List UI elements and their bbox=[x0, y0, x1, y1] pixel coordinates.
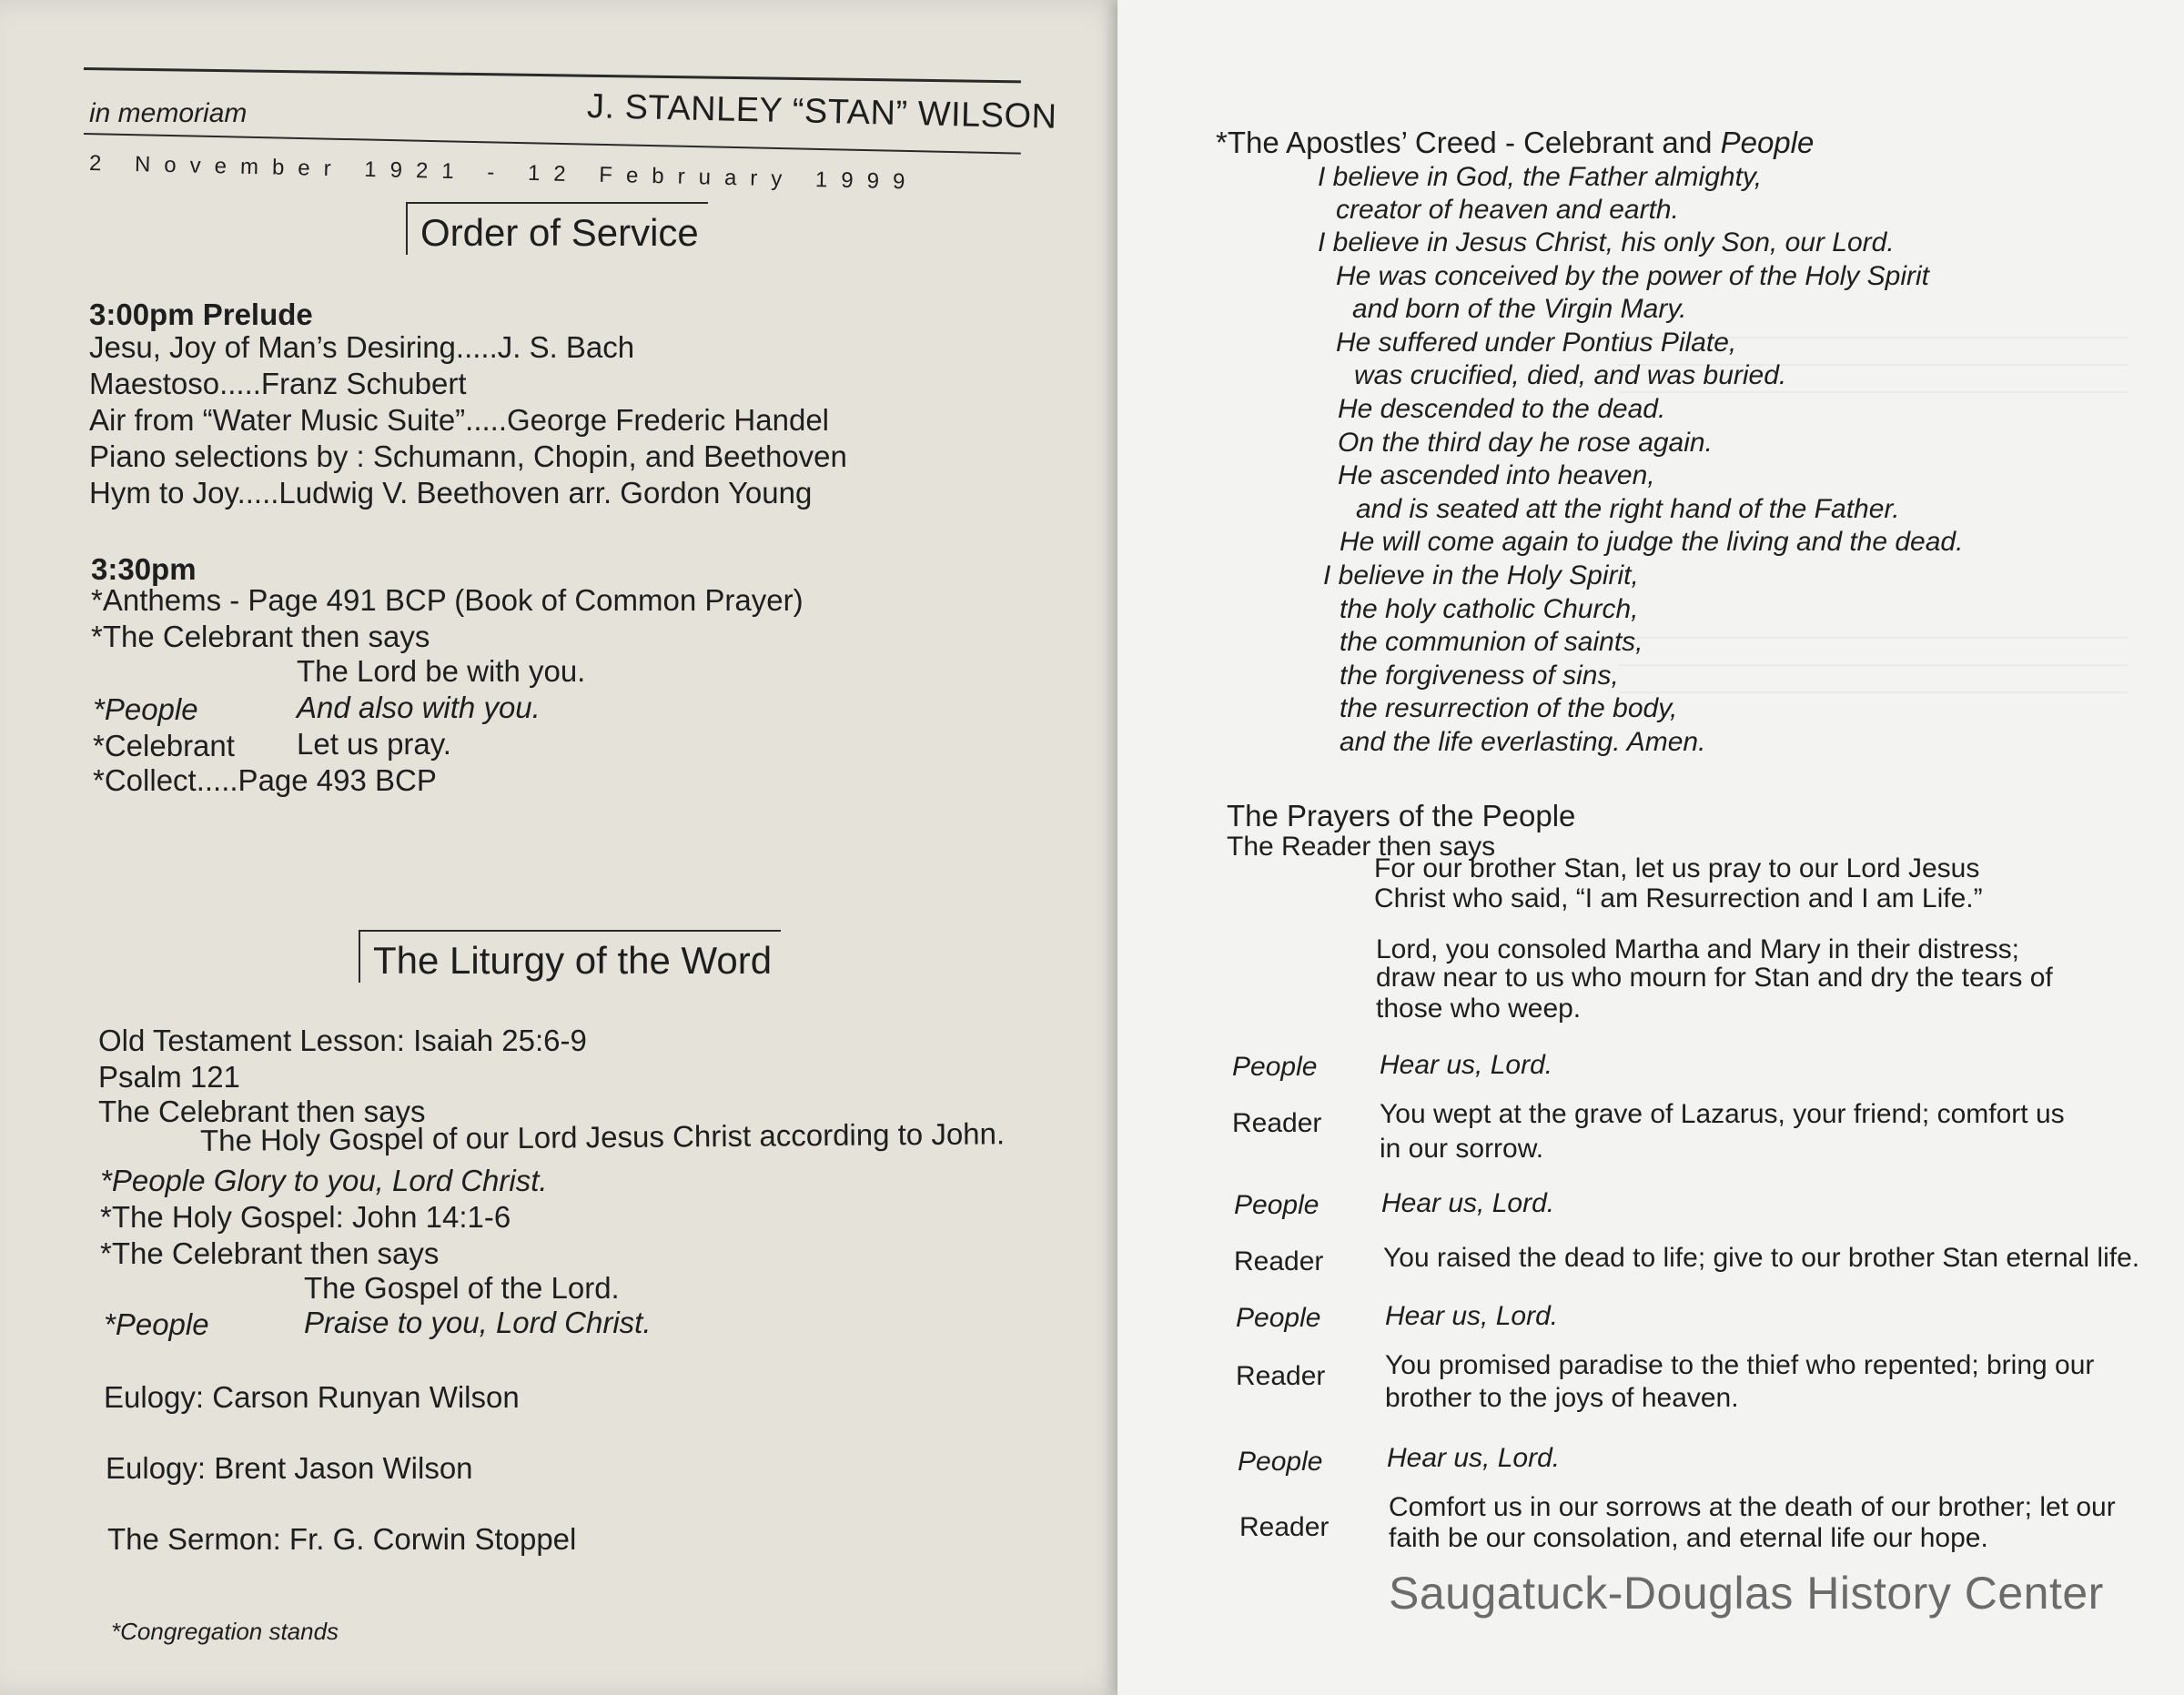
prelude-item: Hym to Joy.....Ludwig V. Beethoven arr. Gordon Young bbox=[89, 476, 813, 510]
creed-line: On the third day he rose again. bbox=[1338, 428, 1713, 458]
creed-line: the holy catholic Church, bbox=[1340, 594, 1639, 624]
life-dates: 2 November 1921 - 12 February 1999 bbox=[88, 151, 919, 195]
creed-line: and is seated att the right hand of the Father. bbox=[1356, 494, 1900, 524]
honoree-name: J. STANLEY “STAN” WILSON bbox=[586, 87, 1057, 136]
congregation-stands-footnote: *Congregation stands bbox=[111, 1618, 339, 1645]
holy-gospel-announcement: The Holy Gospel of our Lord Jesus Christ according to John. bbox=[199, 1116, 1006, 1157]
gospel-reference: *The Holy Gospel: John 14:1-6 bbox=[100, 1200, 511, 1234]
let-us-pray: Let us pray. bbox=[297, 727, 451, 761]
archive-watermark: Saugatuck-Douglas History Center bbox=[1389, 1568, 2104, 1619]
prayer-intro-line: For our brother Stan, let us pray to our Lord Jesus bbox=[1374, 853, 1980, 883]
sermon-line: The Sermon: Fr. G. Corwin Stoppel bbox=[107, 1522, 577, 1556]
creed-line: He suffered under Pontius Pilate, bbox=[1336, 328, 1737, 358]
prelude-item: Piano selections by : Schumann, Chopin, and Beethoven bbox=[89, 439, 847, 473]
hear-us-response: Hear us, Lord. bbox=[1387, 1443, 1561, 1473]
prayer-intro-line: those who weep. bbox=[1376, 994, 1582, 1024]
header-bottom-rule bbox=[84, 133, 1021, 155]
reader-label: Reader bbox=[1236, 1361, 1326, 1391]
and-also-with-you: And also with you. bbox=[297, 691, 541, 724]
glory-response: *People Glory to you, Lord Christ. bbox=[100, 1164, 548, 1197]
reader-petition-line: You promised paradise to the thief who repented; bring our bbox=[1385, 1350, 2095, 1380]
bleed-through-staff bbox=[1618, 664, 2128, 666]
creed-line: I believe in God, the Father almighty, bbox=[1318, 162, 1763, 192]
creed-title-text: *The Apostles’ Creed - Celebrant and bbox=[1216, 126, 1721, 159]
people-label-2: *People bbox=[104, 1307, 209, 1341]
celebrant-says-line: *The Celebrant then says bbox=[91, 620, 430, 653]
creed-line: I believe in the Holy Spirit, bbox=[1323, 560, 1639, 590]
creed-line: He was conceived by the power of the Holy Spirit bbox=[1336, 261, 1929, 291]
eulogy-2: Eulogy: Brent Jason Wilson bbox=[106, 1451, 473, 1485]
prayer-intro-line: Lord, you consoled Martha and Mary in their distress; bbox=[1376, 934, 2020, 964]
bleed-through-staff bbox=[1618, 637, 2128, 639]
praise-response: Praise to you, Lord Christ. bbox=[304, 1306, 652, 1339]
hear-us-response: Hear us, Lord. bbox=[1381, 1188, 1555, 1218]
prayer-intro-line: draw near to us who mourn for Stan and dry the tears of bbox=[1376, 963, 2053, 993]
people-label: People bbox=[1236, 1303, 1321, 1333]
creed-line: I believe in Jesus Christ, his only Son, our Lord. bbox=[1318, 227, 1895, 257]
people-label: People bbox=[1232, 1052, 1318, 1082]
prelude-item: Maestoso.....Franz Schubert bbox=[89, 367, 467, 400]
creed-line: He descended to the dead. bbox=[1338, 394, 1666, 424]
time-heading: 3:30pm bbox=[91, 552, 197, 586]
in-memoriam-label: in memoriam bbox=[89, 98, 248, 128]
reader-petition-line: Comfort us in our sorrows at the death of our brother; let our bbox=[1389, 1492, 2116, 1522]
reader-label: Reader bbox=[1239, 1512, 1330, 1542]
people-label: People bbox=[1234, 1190, 1320, 1220]
creed-line: He ascended into heaven, bbox=[1338, 460, 1655, 490]
bleed-through-staff bbox=[1618, 691, 2128, 693]
hear-us-response: Hear us, Lord. bbox=[1385, 1301, 1559, 1331]
creed-line: the communion of saints, bbox=[1340, 627, 1643, 657]
creed-line: He will come again to judge the living and the dead. bbox=[1340, 527, 1964, 557]
prelude-item: Air from “Water Music Suite”.....George Frederic Handel bbox=[89, 403, 830, 437]
celebrant-says-line-3: *The Celebrant then says bbox=[100, 1236, 440, 1270]
collect-line: *Collect.....Page 493 BCP bbox=[93, 763, 437, 797]
prelude-item: Jesu, Joy of Man’s Desiring.....J. S. Bach bbox=[89, 330, 635, 364]
people-label: *People bbox=[93, 692, 198, 726]
anthems-line: *Anthems - Page 491 BCP (Book of Common Prayer) bbox=[91, 583, 804, 617]
people-label: People bbox=[1238, 1447, 1323, 1477]
lord-be-with-you: The Lord be with you. bbox=[297, 654, 586, 688]
reader-label: Reader bbox=[1232, 1108, 1322, 1138]
reader-petition-line: You wept at the grave of Lazarus, your friend; comfort us bbox=[1380, 1099, 2065, 1129]
reader-petition-line: brother to the joys of heaven. bbox=[1385, 1383, 1739, 1413]
reader-petition-line: You raised the dead to life; give to our brother Stan eternal life. bbox=[1383, 1243, 2140, 1273]
gospel-of-the-lord: The Gospel of the Lord. bbox=[304, 1271, 620, 1305]
reader-label: Reader bbox=[1234, 1246, 1324, 1276]
prayers-of-the-people-title: The Prayers of the People bbox=[1227, 799, 1576, 832]
creed-line: and the life everlasting. Amen. bbox=[1340, 727, 1706, 757]
reader-petition-line: in our sorrow. bbox=[1380, 1134, 1544, 1164]
header-top-rule bbox=[84, 67, 1021, 83]
reader-then-says: The Reader then says bbox=[1227, 832, 1496, 862]
creed-line: was crucified, died, and was buried. bbox=[1354, 360, 1787, 390]
creed-title-people: People bbox=[1720, 126, 1815, 159]
creed-line: the resurrection of the body, bbox=[1340, 693, 1678, 723]
creed-line: creator of heaven and earth. bbox=[1336, 195, 1679, 225]
hear-us-response: Hear us, Lord. bbox=[1380, 1050, 1553, 1080]
apostles-creed-title bbox=[1216, 126, 1814, 160]
order-of-service-title: Order of Service bbox=[406, 202, 708, 255]
celebrant-says-line-2: The Celebrant then says bbox=[98, 1095, 426, 1128]
right-page bbox=[1117, 0, 2184, 1695]
eulogy-1: Eulogy: Carson Runyan Wilson bbox=[104, 1380, 520, 1414]
psalm-line: Psalm 121 bbox=[98, 1060, 240, 1094]
old-testament-lesson: Old Testament Lesson: Isaiah 25:6-9 bbox=[98, 1024, 587, 1057]
liturgy-of-the-word-title: The Liturgy of the Word bbox=[359, 930, 781, 983]
celebrant-label: *Celebrant bbox=[93, 729, 235, 762]
creed-line: and born of the Virgin Mary. bbox=[1352, 294, 1687, 324]
creed-line: the forgiveness of sins, bbox=[1340, 661, 1619, 691]
prayer-intro-line: Christ who said, “I am Resurrection and I am Life.” bbox=[1374, 883, 1983, 913]
prelude-heading: 3:00pm Prelude bbox=[89, 298, 313, 331]
reader-petition-line: faith be our consolation, and eternal life our hope. bbox=[1389, 1523, 1988, 1553]
